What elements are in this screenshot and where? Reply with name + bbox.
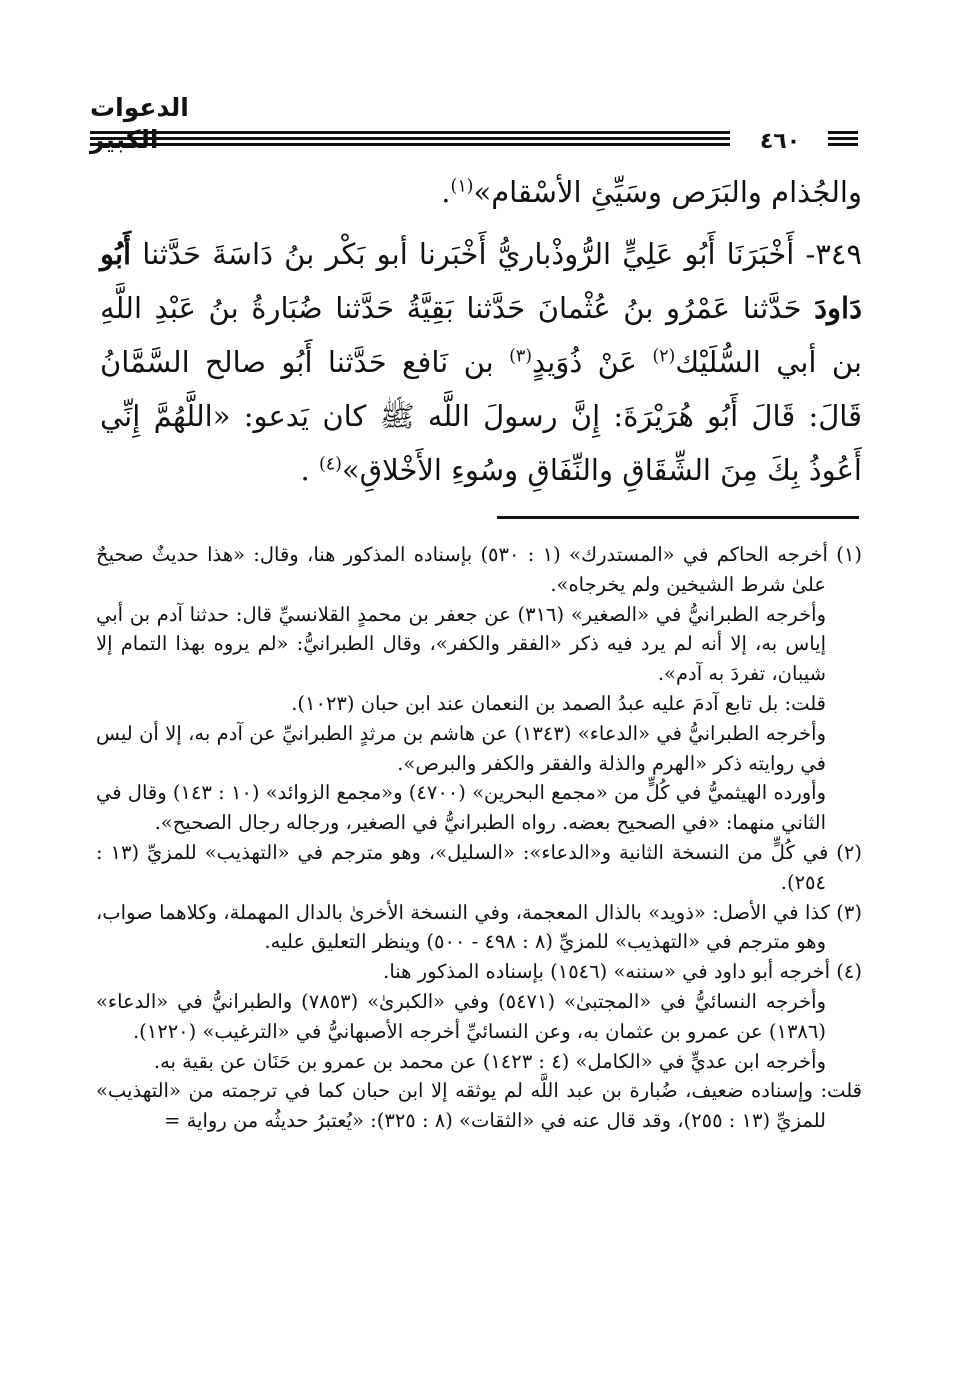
hadith-text-part1: أَخْبَرَنَا أَبُو عَلِيٍّ الرُّوذْباريُّ أَخْبَرنا أبو بَكْر بنُ دَاسَةَ حَدَّثنا [142, 237, 795, 271]
header-rule-left [90, 131, 730, 147]
footnote-ref-4: (٤) [318, 454, 342, 475]
hadith-name-bold: أَبُو دَاودَ [100, 237, 863, 325]
footnote-4: (٤) أخرجه أبو داود في «سننه» (١٥٤٦) بإسناده المذكور هنا. [383, 960, 862, 984]
footnote-ref-3: (٣) [509, 346, 533, 367]
footnote-ref-1: (١) [450, 176, 474, 197]
footnote-4-continuation: وأخرجه ابن عديٍّ في «الكامل» (٤ : ١٤٢٣) عن محمد بن عمرو بن حَنَان عن بقية به. [153, 1049, 826, 1073]
continuation-text: والجُذام والبَرَص وسَيِّئِ الأسْقام» [473, 175, 862, 209]
footnote-4-continuation: قلت: وإسناده ضعيف، ضُبارة بن عبد اللَّه لم يوثقه إلا ابن حبان كما في ترجمته من «التهذيب» للمزيِّ (١٣ : ٢٥٥)، وقد قال عنه في «الثقات» (٨ : ٣٢٥): «يُعتبرُ حديثُه من رواية = [96, 1079, 862, 1133]
header-rule-right [828, 131, 858, 147]
hadith-text-part2: حَدَّثنا عَمْرُو بنُ عُثْمانَ حَدَّثنا بَقِيَّةُ حَدَّثنا ضُبَارةُ بنُ عَبْدِ اللَّهِ بن أبي السُّلَيْك [100, 291, 862, 379]
footnote-1-continuation: قلت: بل تابع آدمَ عليه عبدُ الصمد بن النعمان عند ابن حبان (١٠٢٣). [291, 691, 826, 715]
footnotes [96, 540, 862, 1136]
hadith-text-part4: بن نَافع حَدَّثنا أَبُو صالح السَّمَّانُ قَالَ: قَالَ أَبُو هُرَيْرَةَ: إِنَّ رسولَ اللَّه ﷺ كان يَدعو: «اللَّهُمَّ إِنِّي أَعُوذُ بِكَ مِنَ الشِّقَاقِ والنِّفَاقِ وسُوءِ الأَخْلاقِ» [100, 345, 862, 487]
hadith-end: . [300, 453, 310, 487]
footnote-4-continuation: وأخرجه النسائيُّ في «المجتبىٰ» (٥٤٧١) وفي «الكبرىٰ» (٧٨٥٣) والطبرانيُّ في «الدعاء» (١٣٨٦) عن عمرو بن عثمان به، وعن النسائيِّ أخرجه الأصبهانيُّ في «الترغيب» (١٢٢٠). [96, 989, 827, 1043]
continuation-end: . [441, 175, 451, 209]
footnote-1: (١) أخرجه الحاكم في «المستدرك» (١ : ٥٣٠) بإسناده المذكور هنا، وقال: «هذا حديثٌ صحيحٌ علىٰ شرط الشيخين ولم يخرجاه». [96, 543, 862, 596]
continuation-paragraph [100, 165, 862, 219]
footnote-ref-2: (٢) [652, 346, 676, 367]
footnote-separator [497, 516, 859, 519]
footnote-1-continuation: وأخرجه الطبرانيُّ في «الدعاء» (١٣٤٣) عن هاشم بن مرثدٍ الطبرانيِّ عن آدم به، إلا أن ليس في روايته ذكر «الهرم والذلة والفقر والكفر والبرص». [96, 721, 826, 775]
hadith-paragraph [100, 227, 862, 497]
page-number: ٤٦٠ [759, 129, 801, 154]
hadith-text-part3: عَنْ ذُوَيدٍ [532, 345, 637, 379]
footnote-2: (٢) في كُلٍّ من النسخة الثانية و«الدعاء»: «السليل»، وهو مترجم في «التهذيب» للمزيِّ (١٣ : ٢٥٤). [96, 840, 862, 894]
hadith-number: ٣٤٩- [805, 237, 863, 271]
main-text [100, 165, 862, 497]
running-header-title: الدعوات [90, 93, 189, 122]
footnote-1-continuation: وأورده الهيثميُّ في كُلٍّ من «مجمع البحرين» (٤٧٠٠) و«مجمع الزوائد» (١٠ : ١٤٣) وقال في الثاني منهما: «في الصحيح بعضه. رواه الطبرانيُّ في الصغير، ورجاله رجال الصحيح». [96, 781, 827, 835]
footnote-3: (٣) كذا في الأصل: «ذويد» بالذال المعجمة، وفي النسخة الأخرىٰ بالدال المهملة، وكلاهما صواب، وهو مترجم في «التهذيب» للمزيِّ (٨ : ٤٩٨ - ٥٠٠) وينظر التعليق عليه. [96, 900, 862, 954]
footnote-1-continuation: وأخرجه الطبرانيُّ في «الصغير» (٣١٦) عن جعفر بن محمدٍ القلانسيِّ قال: حدثنا آدم بن أبي إياس به، إلا أنه لم يرد فيه ذكر «الفقر والكفر»، وقال الطبرانيُّ: «لم يروه بهذا التمام إلا شيبان، تفردَ به آدم». [96, 602, 826, 686]
